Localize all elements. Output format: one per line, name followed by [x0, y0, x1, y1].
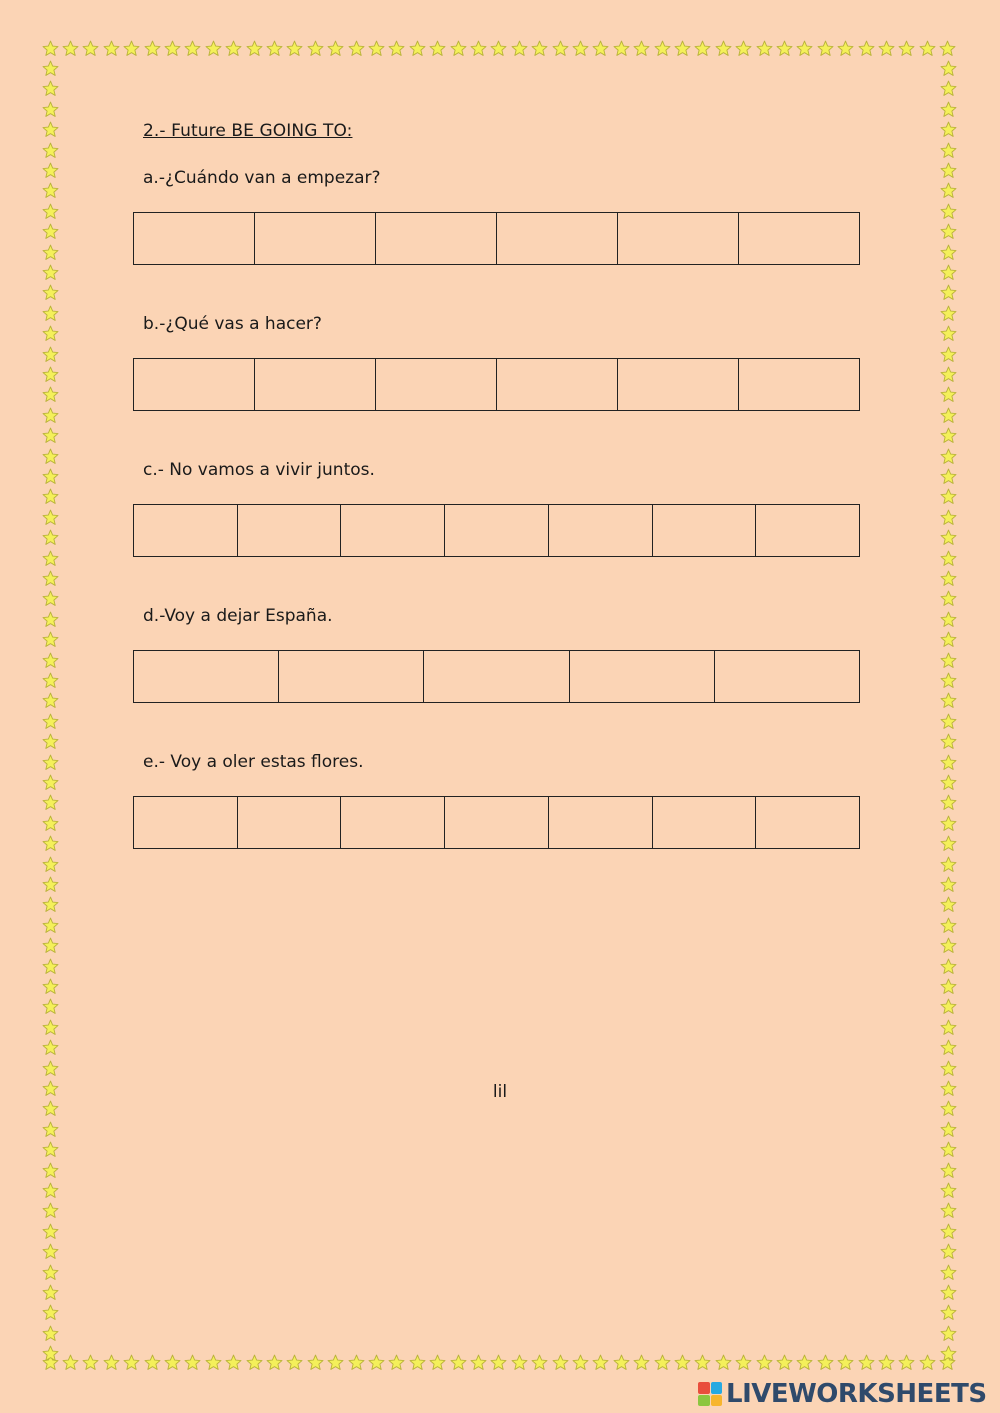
star-icon: [42, 488, 59, 505]
star-icon: [940, 672, 957, 689]
star-icon: [42, 1100, 59, 1117]
footer-text: lil: [492, 1082, 508, 1102]
star-icon: [164, 1354, 181, 1371]
star-icon: [42, 264, 59, 281]
star-icon: [42, 937, 59, 954]
star-icon: [246, 40, 263, 57]
answer-box[interactable]: [134, 651, 279, 702]
star-icon: [940, 142, 957, 159]
answer-box[interactable]: [739, 359, 859, 410]
answer-row-e: [133, 796, 860, 849]
answer-box[interactable]: [424, 651, 569, 702]
star-icon: [837, 40, 854, 57]
star-icon: [42, 998, 59, 1015]
star-icon: [123, 40, 140, 57]
question-a-prompt: a.-¿Cuándo van a empezar?: [143, 168, 381, 188]
star-icon: [940, 1019, 957, 1036]
answer-box[interactable]: [255, 213, 376, 264]
star-icon: [42, 60, 59, 77]
star-icon: [62, 1354, 79, 1371]
star-icon: [42, 590, 59, 607]
star-icon: [654, 40, 671, 57]
answer-box[interactable]: [341, 797, 445, 848]
star-icon: [940, 223, 957, 240]
star-icon: [42, 1162, 59, 1179]
star-icon: [307, 1354, 324, 1371]
star-icon: [940, 570, 957, 587]
answer-box[interactable]: [376, 359, 497, 410]
star-icon: [42, 1223, 59, 1240]
star-icon: [919, 40, 936, 57]
star-icon: [42, 672, 59, 689]
logo-mark-square: [711, 1395, 723, 1407]
star-icon: [613, 40, 630, 57]
star-icon: [940, 244, 957, 261]
star-icon: [348, 40, 365, 57]
star-icon: [940, 733, 957, 750]
star-icon: [42, 652, 59, 669]
star-icon: [327, 1354, 344, 1371]
star-icon: [940, 774, 957, 791]
star-icon: [796, 40, 813, 57]
logo-text: LIVEWORKSHEETS: [726, 1379, 987, 1409]
star-icon: [470, 40, 487, 57]
star-icon: [103, 1354, 120, 1371]
answer-box[interactable]: [445, 797, 549, 848]
star-icon: [42, 917, 59, 934]
star-icon: [552, 40, 569, 57]
answer-box[interactable]: [445, 505, 549, 556]
star-icon: [307, 40, 324, 57]
answer-box[interactable]: [341, 505, 445, 556]
star-icon: [633, 40, 650, 57]
answer-box[interactable]: [238, 797, 342, 848]
answer-box[interactable]: [134, 213, 255, 264]
star-icon: [42, 611, 59, 628]
star-icon: [898, 1354, 915, 1371]
star-icon: [144, 1354, 161, 1371]
star-icon: [82, 40, 99, 57]
answer-row-c: [133, 504, 860, 557]
star-icon: [42, 468, 59, 485]
star-icon: [940, 1039, 957, 1056]
star-icon: [674, 40, 691, 57]
star-icon: [42, 713, 59, 730]
star-icon: [511, 40, 528, 57]
star-icon: [42, 1141, 59, 1158]
star-icon: [42, 325, 59, 342]
star-icon: [878, 1354, 895, 1371]
star-icon: [348, 1354, 365, 1371]
star-icon: [735, 40, 752, 57]
star-icon: [42, 550, 59, 567]
star-icon: [123, 1354, 140, 1371]
answer-box[interactable]: [497, 359, 618, 410]
star-icon: [592, 1354, 609, 1371]
star-icon: [103, 40, 120, 57]
star-icon: [940, 1141, 957, 1158]
logo-mark-square: [711, 1382, 723, 1394]
star-icon: [450, 40, 467, 57]
star-icon: [42, 1325, 59, 1342]
star-icon: [490, 40, 507, 57]
answer-box[interactable]: [549, 797, 653, 848]
star-icon: [940, 550, 957, 567]
star-icon: [42, 244, 59, 261]
star-icon: [776, 1354, 793, 1371]
answer-box[interactable]: [715, 651, 859, 702]
star-icon: [42, 1121, 59, 1138]
answer-box[interactable]: [618, 359, 739, 410]
logo-mark-icon: [698, 1382, 722, 1406]
star-icon: [225, 40, 242, 57]
star-icon: [940, 652, 957, 669]
answer-box[interactable]: [618, 213, 739, 264]
star-icon: [715, 1354, 732, 1371]
star-icon: [940, 713, 957, 730]
answer-box[interactable]: [497, 213, 618, 264]
star-icon: [164, 40, 181, 57]
star-icon: [42, 631, 59, 648]
star-icon: [42, 856, 59, 873]
answer-row-b: [133, 358, 860, 411]
star-icon: [633, 1354, 650, 1371]
star-icon: [42, 835, 59, 852]
star-icon: [858, 40, 875, 57]
star-icon: [940, 80, 957, 97]
answer-box[interactable]: [653, 797, 757, 848]
star-icon: [940, 937, 957, 954]
star-icon: [940, 1100, 957, 1117]
star-icon: [694, 1354, 711, 1371]
star-icon: [939, 40, 956, 57]
star-icon: [184, 1354, 201, 1371]
star-icon: [42, 876, 59, 893]
answer-box[interactable]: [739, 213, 859, 264]
question-b-prompt: b.-¿Qué vas a hacer?: [143, 314, 322, 334]
star-icon: [205, 1354, 222, 1371]
answer-row-d: [133, 650, 860, 703]
answer-box[interactable]: [238, 505, 342, 556]
star-icon: [940, 264, 957, 281]
star-icon: [940, 203, 957, 220]
answer-row-a: [133, 212, 860, 265]
answer-box[interactable]: [756, 797, 859, 848]
star-icon: [878, 40, 895, 57]
question-c-prompt: c.- No vamos a vivir juntos.: [143, 460, 375, 480]
question-d-prompt: d.-Voy a dejar España.: [143, 606, 333, 626]
answer-box[interactable]: [134, 505, 238, 556]
star-icon: [225, 1354, 242, 1371]
star-icon: [715, 40, 732, 57]
star-icon: [42, 570, 59, 587]
star-icon: [940, 1121, 957, 1138]
answer-box[interactable]: [134, 797, 238, 848]
question-e-prompt: e.- Voy a oler estas flores.: [143, 752, 364, 772]
star-icon: [940, 162, 957, 179]
star-icon: [940, 1304, 957, 1321]
star-icon: [940, 631, 957, 648]
star-icon: [42, 121, 59, 138]
star-icon: [940, 325, 957, 342]
star-icon: [511, 1354, 528, 1371]
star-icon: [388, 40, 405, 57]
star-icon: [940, 958, 957, 975]
star-icon: [42, 203, 59, 220]
answer-box[interactable]: [255, 359, 376, 410]
star-icon: [42, 774, 59, 791]
star-icon: [940, 998, 957, 1015]
star-icon: [388, 1354, 405, 1371]
star-icon: [42, 284, 59, 301]
answer-box[interactable]: [134, 359, 255, 410]
star-icon: [62, 40, 79, 57]
star-icon: [837, 1354, 854, 1371]
star-icon: [940, 1264, 957, 1281]
star-icon: [266, 1354, 283, 1371]
star-icon: [531, 1354, 548, 1371]
star-icon: [42, 40, 59, 57]
star-icon: [286, 40, 303, 57]
star-icon: [940, 1162, 957, 1179]
star-icon: [42, 1284, 59, 1301]
star-icon: [572, 40, 589, 57]
star-icon: [42, 346, 59, 363]
star-icon: [898, 40, 915, 57]
star-icon: [940, 448, 957, 465]
logo-mark-square: [698, 1382, 710, 1394]
star-icon: [776, 40, 793, 57]
star-icon: [940, 1325, 957, 1342]
star-icon: [42, 1039, 59, 1056]
star-icon: [450, 1354, 467, 1371]
star-icon: [42, 1243, 59, 1260]
answer-box[interactable]: [279, 651, 424, 702]
star-icon: [409, 40, 426, 57]
star-icon: [940, 1202, 957, 1219]
answer-box[interactable]: [549, 505, 653, 556]
star-icon: [940, 60, 957, 77]
star-icon: [694, 40, 711, 57]
star-icon: [940, 754, 957, 771]
star-icon: [42, 815, 59, 832]
star-icon: [42, 448, 59, 465]
star-icon: [286, 1354, 303, 1371]
star-icon: [42, 896, 59, 913]
star-icon: [429, 40, 446, 57]
answer-box[interactable]: [376, 213, 497, 264]
star-icon: [940, 366, 957, 383]
star-icon: [940, 468, 957, 485]
star-icon: [940, 346, 957, 363]
star-icon: [592, 40, 609, 57]
star-icon: [756, 40, 773, 57]
star-icon: [42, 978, 59, 995]
star-icon: [42, 80, 59, 97]
star-icon: [940, 917, 957, 934]
answer-box[interactable]: [570, 651, 715, 702]
star-icon: [552, 1354, 569, 1371]
star-icon: [470, 1354, 487, 1371]
star-icon: [409, 1354, 426, 1371]
liveworksheets-logo: [698, 1378, 987, 1410]
star-icon: [940, 509, 957, 526]
star-icon: [796, 1354, 813, 1371]
star-icon: [817, 1354, 834, 1371]
star-icon: [940, 1060, 957, 1077]
star-icon: [940, 488, 957, 505]
star-icon: [246, 1354, 263, 1371]
star-icon: [940, 284, 957, 301]
star-icon: [327, 40, 344, 57]
star-icon: [42, 427, 59, 444]
star-icon: [42, 1060, 59, 1077]
star-icon: [940, 1182, 957, 1199]
star-icon: [735, 1354, 752, 1371]
star-icon: [42, 1345, 59, 1362]
star-icon: [144, 40, 161, 57]
star-icon: [940, 856, 957, 873]
star-icon: [42, 407, 59, 424]
star-icon: [184, 40, 201, 57]
star-icon: [42, 386, 59, 403]
star-icon: [940, 794, 957, 811]
star-icon: [42, 182, 59, 199]
star-icon: [940, 1243, 957, 1260]
star-icon: [42, 305, 59, 322]
star-icon: [940, 590, 957, 607]
star-icon: [940, 815, 957, 832]
star-icon: [674, 1354, 691, 1371]
star-icon: [940, 407, 957, 424]
answer-box[interactable]: [756, 505, 859, 556]
star-icon: [266, 40, 283, 57]
star-icon: [919, 1354, 936, 1371]
star-icon: [42, 1202, 59, 1219]
star-icon: [42, 692, 59, 709]
star-icon: [940, 1345, 957, 1362]
star-icon: [940, 121, 957, 138]
star-icon: [42, 754, 59, 771]
star-icon: [940, 182, 957, 199]
star-icon: [940, 386, 957, 403]
star-icon: [940, 101, 957, 118]
star-icon: [42, 529, 59, 546]
star-icon: [940, 876, 957, 893]
star-icon: [940, 978, 957, 995]
star-icon: [940, 427, 957, 444]
star-icon: [531, 40, 548, 57]
star-icon: [42, 101, 59, 118]
star-icon: [42, 794, 59, 811]
star-icon: [42, 1019, 59, 1036]
star-icon: [42, 142, 59, 159]
star-icon: [940, 529, 957, 546]
star-icon: [429, 1354, 446, 1371]
star-icon: [940, 835, 957, 852]
star-icon: [82, 1354, 99, 1371]
star-icon: [490, 1354, 507, 1371]
star-icon: [42, 1264, 59, 1281]
star-icon: [940, 305, 957, 322]
star-icon: [42, 733, 59, 750]
star-icon: [940, 611, 957, 628]
star-icon: [613, 1354, 630, 1371]
star-icon: [940, 896, 957, 913]
star-icon: [42, 162, 59, 179]
star-icon: [756, 1354, 773, 1371]
star-icon: [572, 1354, 589, 1371]
star-icon: [858, 1354, 875, 1371]
star-icon: [42, 366, 59, 383]
star-icon: [42, 958, 59, 975]
star-icon: [368, 1354, 385, 1371]
star-icon: [817, 40, 834, 57]
star-icon: [42, 223, 59, 240]
star-icon: [42, 1182, 59, 1199]
star-icon: [654, 1354, 671, 1371]
answer-box[interactable]: [653, 505, 757, 556]
star-icon: [42, 509, 59, 526]
star-icon: [940, 1284, 957, 1301]
star-icon: [368, 40, 385, 57]
star-icon: [42, 1304, 59, 1321]
star-icon: [940, 692, 957, 709]
worksheet-title: 2.- Future BE GOING TO:: [143, 121, 353, 141]
star-icon: [205, 40, 222, 57]
star-icon: [940, 1223, 957, 1240]
logo-mark-square: [698, 1395, 710, 1407]
